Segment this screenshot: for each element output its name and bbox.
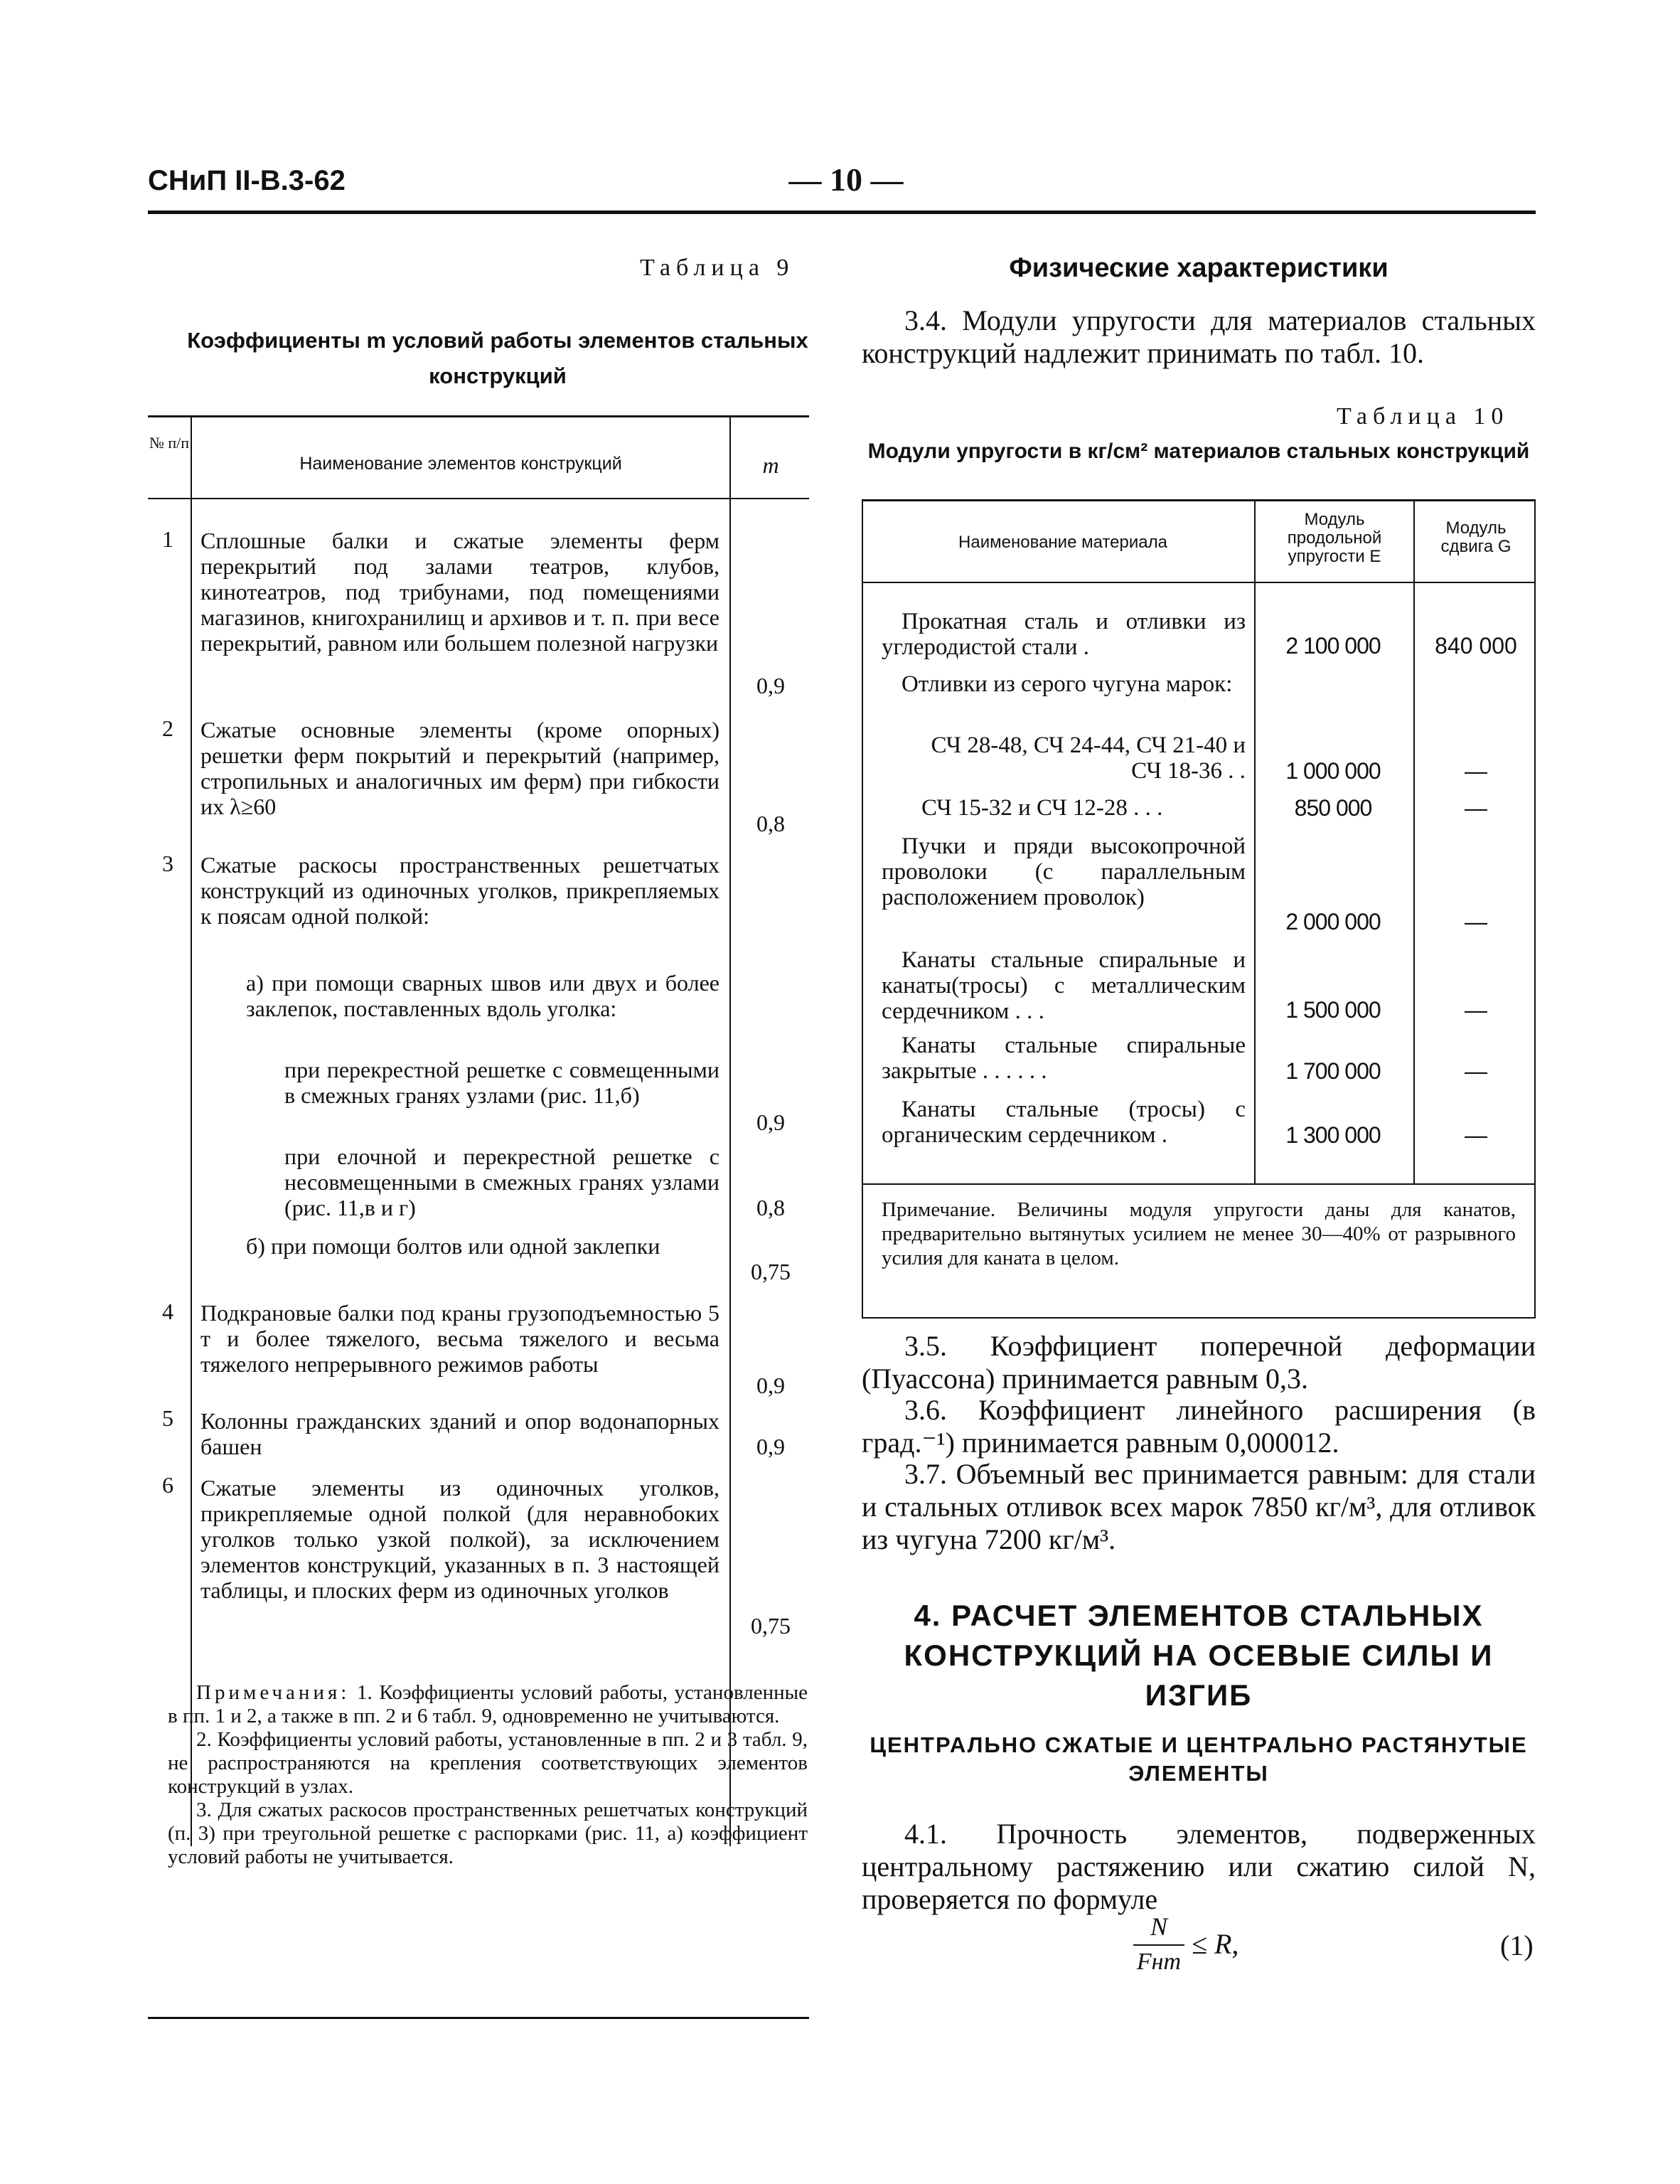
table10-row-e: 1 700 000 (1285, 1058, 1381, 1084)
table10-row-name: Пучки и пряди высокопрочной проволоки (с параллельным расположением проволок) (882, 833, 1246, 910)
table10-label: Таблица 10 (1337, 403, 1509, 430)
table10-row-g: 840 000 (1435, 633, 1517, 659)
table9-row-m: 0,9 (756, 1109, 785, 1135)
table10-caption: Модули упругости в кг/см² материалов стальных конструкций (867, 440, 1530, 463)
formula-relation: ≤ R, (1192, 1928, 1239, 1960)
table9-subrow-text: б) при помощи болтов или одной заклепки (246, 1233, 660, 1259)
table9-header-name: Наименование элементов конструкций (299, 454, 622, 474)
formula-fraction-bar (1133, 1944, 1184, 1946)
table9-col-divider (729, 417, 731, 1846)
table9-header-m: m (762, 452, 779, 478)
table9-row-text: Сжатые элементы из одиночных уголков, прикрепляемые одной полкой (для неравнобоких уголков только узкой полкой), за исключением элементов конструкций, указанных в п. 3 настоящей таблицы, и плоских ферм из одиночных уголков (200, 1475, 719, 1603)
table10-row-e: 1 000 000 (1285, 758, 1381, 784)
table9-row-m: 0,9 (756, 1373, 785, 1398)
table10-col-divider (1254, 501, 1256, 1183)
table10-row-name: Канаты стальные (тросы) с органическим сердечником . (882, 1097, 1246, 1148)
table9-row-text: Колонны гражданских зданий и опор водонапорных башен (200, 1408, 719, 1459)
table10-row-g: — (1465, 997, 1487, 1023)
table9-note: 2. Коэффициенты условий работы, установленные в пп. 2 и 3 табл. 9, не распространяются на крепления соответствующих элементов конструкций в узлах. (168, 1728, 808, 1798)
table9-row-m: 0,8 (756, 811, 785, 836)
document-code: СНиП II-В.3-62 (148, 165, 346, 196)
table10-body-rule (862, 1183, 1536, 1185)
table10-row-name: Канаты стальные спиральные закрытые . . . . . . (882, 1033, 1246, 1084)
table9-row-m: 0,75 (751, 1613, 791, 1639)
header-rule (148, 211, 1536, 214)
table9-row-number: 4 (162, 1299, 173, 1324)
table10-header-e: Модуль продольной упругости E (1287, 510, 1382, 566)
formula-denominator: Fнт (1136, 1949, 1182, 1975)
table10-row-name: СЧ 28-48, СЧ 24-44, СЧ 21-40 и СЧ 18-36 . . (931, 733, 1246, 784)
table9-row-text: Подкрановые балки под краны грузоподъемностью 5 т и более тяжелого, весьма тяжелого и весьма тяжелого непрерывного режимов работы (200, 1300, 719, 1377)
table10-header-rule (862, 582, 1536, 583)
table9-row-text: Сжатые раскосы пространственных решетчатых конструкций из одиночных уголков, прикрепляемых к поясам одной полкой: (200, 852, 719, 929)
table10-row-e: 1 500 000 (1285, 997, 1381, 1023)
table9-subrow-text: при перекрестной решетке с совмещенными в смежных гранях узлами (рис. 11,б) (284, 1057, 719, 1108)
table10-row-name: Прокатная сталь и отливки из углеродистой стали . (882, 609, 1246, 660)
table10-row-g: — (1465, 909, 1487, 934)
section-4-heading: 4. РАСЧЕТ ЭЛЕМЕНТОВ СТАЛЬНЫХ КОНСТРУКЦИЙ НА ОСЕВЫЕ СИЛЫ И ИЗГИБ (904, 1599, 1494, 1712)
formula-number: (1) (1500, 1929, 1534, 1961)
table10-row-e: 2 000 000 (1285, 909, 1381, 934)
table9-row-number: 5 (162, 1405, 173, 1431)
paragraph-4-1: 4.1. Прочность элементов, подверженных центральному растяжению или сжатию силой N, проверяется по формуле (862, 1818, 1536, 1915)
table9-top-rule (148, 415, 809, 417)
table9-bottom-rule (148, 2017, 809, 2019)
table10-row-e: 2 100 000 (1285, 633, 1381, 659)
table10-row-g: — (1465, 1122, 1487, 1148)
table9-label: Таблица 9 (640, 255, 795, 281)
table9-col-divider (191, 417, 192, 1846)
table10-note: Примечание. Величины модуля упругости даны для канатов, предварительно вытянутых усилием не менее 30—40% от разрывного усилия для каната в целом. (882, 1198, 1516, 1269)
table9-row-m: 0,9 (756, 1434, 785, 1459)
table9-row-number: 6 (162, 1472, 173, 1498)
paragraph-3-7: 3.7. Объемный вес принимается равным: для стали и стальных отливок всех марок 7850 кг/м³, для отливок из чугуна 7200 кг/м³. (862, 1458, 1536, 1555)
table9-row-text: Сжатые основные элементы (кроме опорных) решетки ферм покрытий и перекрытий (например, стропильных и аналогичных им ферм) при гибкости их λ≥60 (200, 717, 719, 819)
table9-subrow-text: при елочной и перекрестной решетке с несовмещенными в смежных гранях узлами (рис. 11,в и г) (284, 1144, 719, 1220)
paragraph-3-5: 3.5. Коэффициент поперечной деформации (Пуассона) принимается равным 0,3. (862, 1330, 1536, 1395)
page-number: — 10 — (788, 161, 904, 198)
table10-header-g: Модуль сдвига G (1440, 518, 1512, 556)
formula-numerator: N (1150, 1912, 1167, 1941)
table9-row-m: 0,75 (751, 1259, 791, 1284)
table10-row-g: — (1465, 795, 1487, 821)
section-heading-physical: Физические характеристики (1009, 253, 1389, 283)
table9-header-no: № п/п (149, 434, 190, 452)
table10-top-rule (862, 499, 1536, 501)
table9-row-m: 0,9 (756, 673, 785, 698)
table9-subrow-text: а) при помощи сварных швов или двух и более заклепок, поставленных вдоль уголка: (246, 970, 719, 1021)
table10-row-name: Отливки из серого чугуна марок: (901, 671, 1233, 697)
table9-row-m: 0,8 (756, 1195, 785, 1220)
table9-header-rule (148, 498, 809, 499)
table9-row-text: Сплошные балки и сжатые элементы ферм перекрытий под залами театров, клубов, кинотеатров, под трибунами, под помещениями магазинов, книгохранилищ и архивов и т. п. при весе перекрытий, равном или большем полезной нагрузки (200, 528, 719, 656)
table10-row-e: 850 000 (1294, 795, 1372, 821)
table10-row-g: — (1465, 1058, 1487, 1084)
table9-notes-title: Примечания: (196, 1681, 351, 1704)
table9-row-number: 2 (162, 715, 173, 741)
paragraph-3-6: 3.6. Коэффициент линейного расширения (в град.⁻¹) принимается равным 0,000012. (862, 1394, 1536, 1459)
table9-row-number: 3 (162, 851, 173, 876)
table10-row-e: 1 300 000 (1285, 1122, 1381, 1148)
table10-header-name: Наименование материала (958, 533, 1167, 552)
table10-col-divider (1413, 501, 1415, 1183)
table10-bottom-rule (862, 1317, 1536, 1319)
table9-caption: Коэффициенты m условий работы элементов стальных конструкций (187, 328, 808, 388)
table10-border (862, 501, 863, 1319)
table9-row-number: 1 (162, 526, 173, 552)
subsection-heading: ЦЕНТРАЛЬНО СЖАТЫЕ И ЦЕНТРАЛЬНО РАСТЯНУТЫЕ ЭЛЕМЕНТЫ (870, 1732, 1528, 1786)
paragraph-3-4: 3.4. Модули упругости для материалов стальных конструкций надлежит принимать по табл. 10. (862, 304, 1536, 369)
table10-row-name: СЧ 15-32 и СЧ 12-28 . . . (921, 795, 1163, 821)
table9-notes (168, 1681, 808, 1869)
table10-row-name: Канаты стальные спиральные и канаты(тросы) с металлическим сердечником . . . (882, 947, 1246, 1024)
table9-note: 3. Для сжатых раскосов пространственных решетчатых конструкций (п. 3) при треугольной решетке с распорками (рис. 11, а) коэффициент условий работы не учитывается. (168, 1799, 808, 1868)
table10-row-g: — (1465, 758, 1487, 784)
table9-note: 1. Коэффициенты условий работы, установленные в пп. 1 и 2, а также в пп. 2 и 6 табл. 9, одновременно не учитываются. (168, 1681, 808, 1727)
